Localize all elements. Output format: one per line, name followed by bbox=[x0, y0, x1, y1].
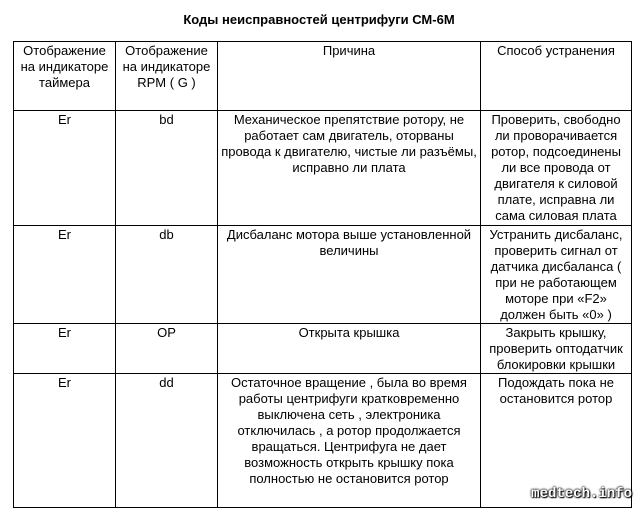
cell-cause: Дисбаланс мотора выше установленной величины bbox=[218, 226, 481, 324]
cell-cause: Открыта крышка bbox=[218, 324, 481, 374]
watermark: medtech.info bbox=[531, 486, 632, 502]
header-timer-display: Отображение на индикаторе таймера bbox=[14, 42, 116, 111]
cell-cause: Остаточное вращение , была во время работы центрифуги кратковременно выключена сеть , электроника отключилась , а ротор продолжается вращаться. Центрифуга не дает возможность открыть крышку пока полностью не остановится ротор bbox=[218, 374, 481, 508]
header-cause: Причина bbox=[218, 42, 481, 111]
table-row bbox=[14, 111, 632, 226]
cell-cause: Механическое препятствие ротору, не работает сам двигатель, оторваны провода к двигателю, чистые ли разъёмы, исправно ли плата bbox=[218, 111, 481, 226]
cell-timer: Er bbox=[14, 226, 116, 324]
cell-timer: Er bbox=[14, 324, 116, 374]
cell-rpm: dd bbox=[116, 374, 218, 508]
error-codes-table bbox=[13, 41, 632, 508]
cell-timer: Er bbox=[14, 374, 116, 508]
cell-fix: Закрыть крышку, проверить оптодатчик блокировки крышки bbox=[481, 324, 632, 374]
cell-rpm: OP bbox=[116, 324, 218, 374]
cell-timer: Er bbox=[14, 111, 116, 226]
document-title: Коды неисправностей центрифуги СМ-6М bbox=[183, 12, 455, 27]
cell-fix: Проверить, свободно ли проворачивается ротор, подсоединены ли все провода от двигателя к силовой плате, исправна ли сама силовая плата bbox=[481, 111, 632, 226]
table-row bbox=[14, 324, 632, 374]
cell-rpm: db bbox=[116, 226, 218, 324]
header-fix: Способ устранения bbox=[481, 42, 632, 111]
table-header-row bbox=[14, 42, 632, 111]
table-row bbox=[14, 226, 632, 324]
cell-rpm: bd bbox=[116, 111, 218, 226]
cell-fix: Устранить дисбаланс, проверить сигнал от датчика дисбаланса ( при не работающем моторе при «F2» должен быть «0» ) bbox=[481, 226, 632, 324]
cell-fix: Подождать пока не остановится ротор bbox=[481, 374, 632, 508]
header-rpm-display: Отображение на индикаторе RPM ( G ) bbox=[116, 42, 218, 111]
